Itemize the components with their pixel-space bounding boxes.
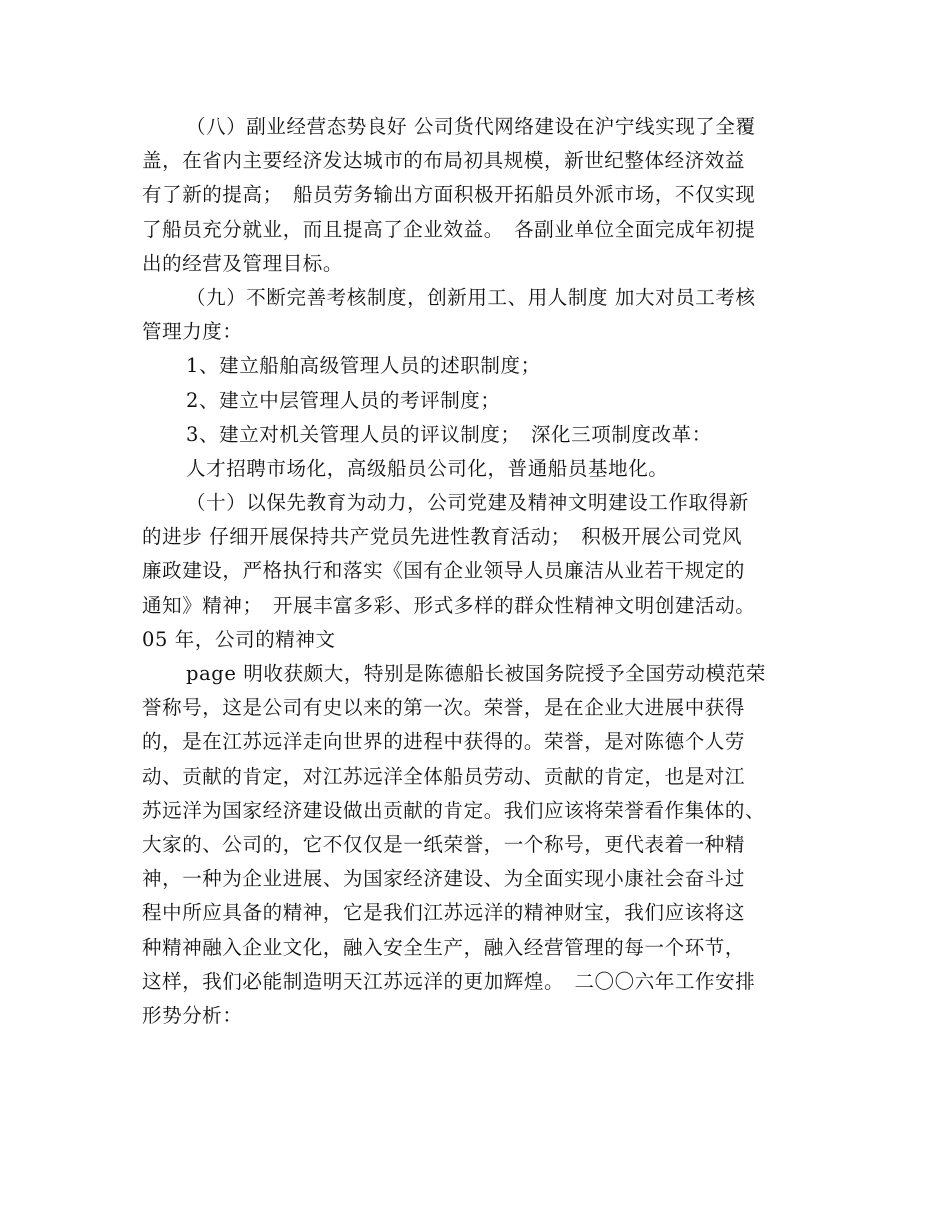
paragraph-line: 这样，我们必能制造明天江苏远洋的更加辉煌。 二〇〇六年工作安排 bbox=[142, 969, 756, 993]
paragraph-line: 出的经营及管理目标。 bbox=[142, 251, 344, 275]
paragraph-line: （十）以保先教育为动力，公司党建及精神文明建设工作取得新 bbox=[186, 491, 749, 515]
list-item: 3、建立对机关管理人员的评议制度； 深化三项制度改革： bbox=[186, 422, 712, 446]
paragraph-line: 的，是在江苏远洋走向世界的进程中获得的。荣誉，是对陈德个人劳 bbox=[142, 730, 746, 754]
paragraph-line: （八）副业经营态势良好 公司货代网络建设在沪宁线实现了全覆 bbox=[186, 115, 756, 138]
list-item: 2、建立中层管理人员的考评制度； bbox=[186, 388, 501, 412]
paragraph-line: 的进步 仔细开展保持共产党员先进性教育活动； 积极开展公司党风 bbox=[142, 525, 743, 549]
paragraph-line: 通知》精神； 开展丰富多彩、形式多样的群众性精神文明创建活动。 bbox=[142, 593, 756, 617]
paragraph-line: page 明收获颇大，特别是陈德船长被国务院授予全国劳动模范荣 bbox=[186, 662, 766, 685]
document-body bbox=[142, 110, 814, 1033]
paragraph-line: 动、贡献的肯定，对江苏远洋全体船员劳动、贡献的肯定，也是对江 bbox=[142, 764, 746, 788]
paragraph-line: 大家的、公司的，它不仅仅是一纸荣誉，一个称号，更代表着一种精 bbox=[142, 832, 746, 856]
list-item: 1、建立船舶高级管理人员的述职制度； bbox=[186, 354, 541, 378]
paragraph-line: 种精神融入企业文化，融入安全生产，融入经营管理的每一个环节， bbox=[142, 935, 746, 959]
paragraph-line: 了船员充分就业，而且提高了企业效益。 各副业单位全面完成年初提 bbox=[142, 217, 756, 241]
paragraph-line: 形势分析： bbox=[142, 1003, 243, 1027]
paragraph-line: 人才招聘市场化，高级船员公司化，普通船员基地化。 bbox=[186, 456, 669, 480]
paragraph-line: 有了新的提高； 船员劳务输出方面积极开拓船员外派市场，不仅实现 bbox=[142, 183, 756, 207]
paragraph-line: 05 年，公司的精神文 bbox=[142, 627, 336, 651]
paragraph-line: 管理力度： bbox=[142, 320, 243, 344]
paragraph-line: 苏远洋为国家经济建设做出贡献的肯定。我们应该将荣誉看作集体的、 bbox=[142, 798, 766, 822]
paragraph-line: 廉政建设，严格执行和落实《国有企业领导人员廉洁从业若干规定的 bbox=[142, 559, 746, 583]
paragraph-line: （九）不断完善考核制度，创新用工、用人制度 加大对员工考核 bbox=[186, 285, 756, 309]
paragraph-line: 神，一种为企业进展、为国家经济建设、为全面实现小康社会奋斗过 bbox=[142, 867, 746, 891]
paragraph-line: 盖，在省内主要经济发达城市的布局初具规模，新世纪整体经济效益 bbox=[142, 149, 746, 173]
paragraph-line: 程中所应具备的精神，它是我们江苏远洋的精神财宝，我们应该将这 bbox=[142, 901, 746, 925]
paragraph-line: 誉称号，这是公司有史以来的第一次。荣誉，是在企业大进展中获得 bbox=[142, 696, 746, 720]
